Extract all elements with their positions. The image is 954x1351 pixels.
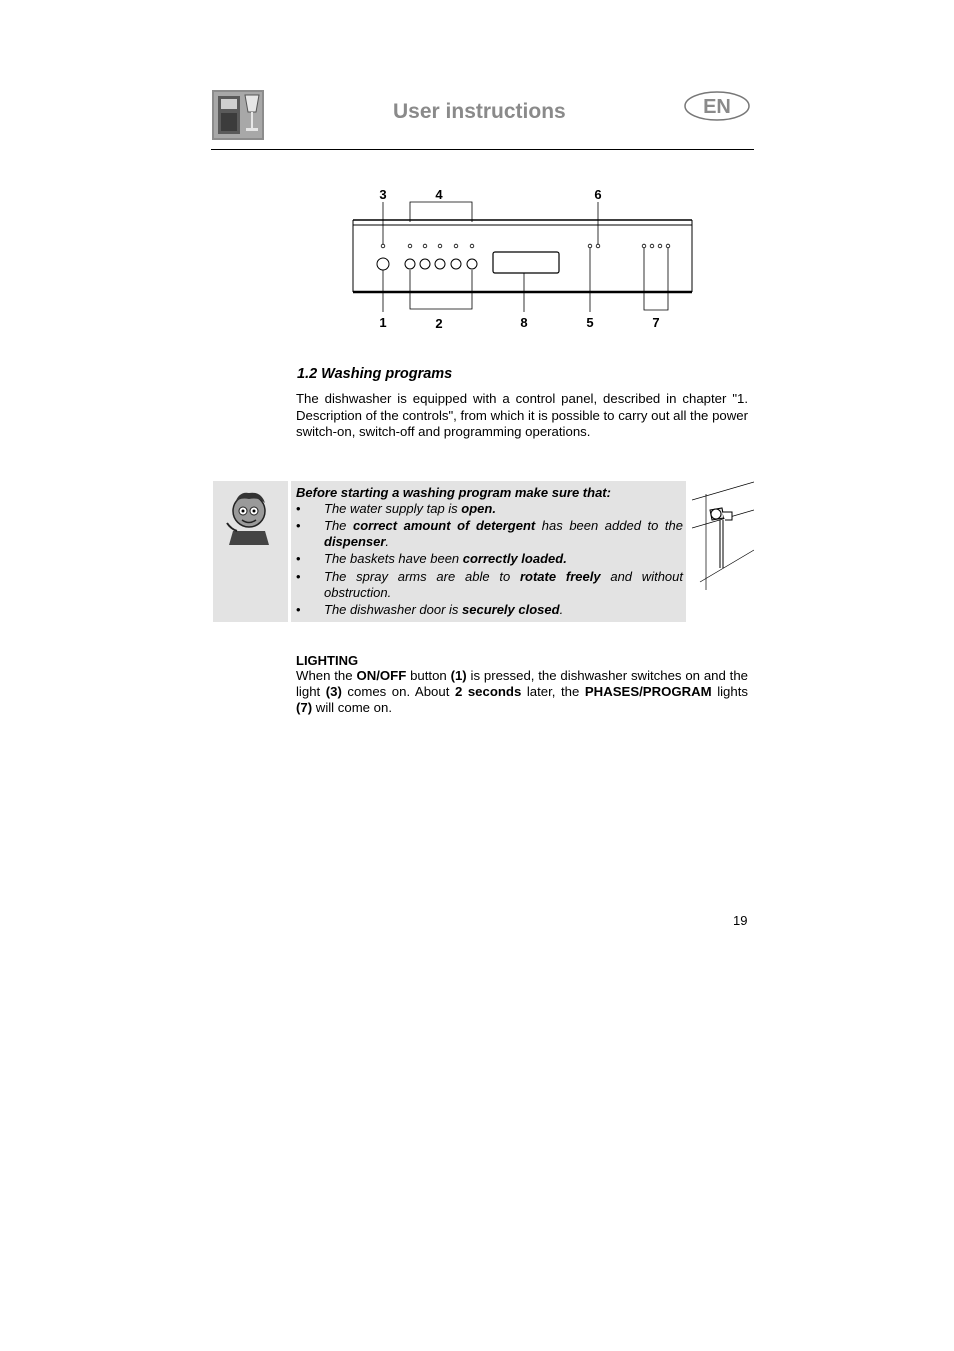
callout-5: 5	[586, 315, 594, 330]
checklist-item: • The correct amount of detergent has been added to the dispenser.	[296, 518, 684, 549]
callout-6: 6	[594, 187, 602, 202]
header-rule	[211, 149, 754, 150]
callout-4: 4	[435, 187, 443, 202]
callout-2: 2	[435, 316, 443, 331]
display-8	[493, 252, 559, 273]
page-title: User instructions	[393, 100, 566, 123]
callout-8: 8	[520, 315, 528, 330]
checklist-item: • The baskets have been correctly loaded.	[296, 551, 567, 566]
control-panel-diagram	[340, 182, 710, 332]
bullet-dot: •	[296, 501, 301, 516]
checklist-item: • The dishwasher door is securely closed.	[296, 602, 564, 617]
lighting-heading: LIGHTING	[296, 653, 359, 668]
bullet-dot: •	[296, 569, 301, 584]
page-number: 19	[733, 913, 748, 928]
mascot-icon	[223, 489, 275, 547]
callout-7: 7	[652, 315, 660, 330]
checklist-item: • The spray arms are able to rotate freely and without obstruction.	[296, 569, 683, 600]
language-code: EN	[703, 96, 731, 118]
section-heading: 1.2 Washing programs	[297, 366, 453, 382]
bullet-dot: •	[296, 551, 301, 566]
language-badge	[684, 90, 750, 122]
callout-1: 1	[379, 315, 387, 330]
intro-paragraph: The dishwasher is equipped with a control panel, described in chapter "1. Description of the controls", from which it is possible to carry out all the power switch-on, switch-off and programming operations.	[296, 391, 748, 440]
note-heading: Before starting a washing program make sure that:	[296, 485, 611, 500]
lighting-paragraph: When the ON/OFF button (1) is pressed, the dishwasher switches on and the light (3) comes on. About 2 seconds later, the PHASES/PROGRAM lights (7) will come on.	[296, 668, 748, 715]
light-3-indicator	[381, 244, 385, 248]
callout-3: 3	[379, 187, 387, 202]
onoff-button	[377, 258, 389, 270]
dishwasher-logo-icon	[212, 90, 264, 140]
water-tap-icon	[692, 480, 754, 592]
bullet-dot: •	[296, 602, 301, 617]
bullet-dot: •	[296, 518, 301, 533]
checklist-item: • The water supply tap is open.	[296, 501, 496, 516]
